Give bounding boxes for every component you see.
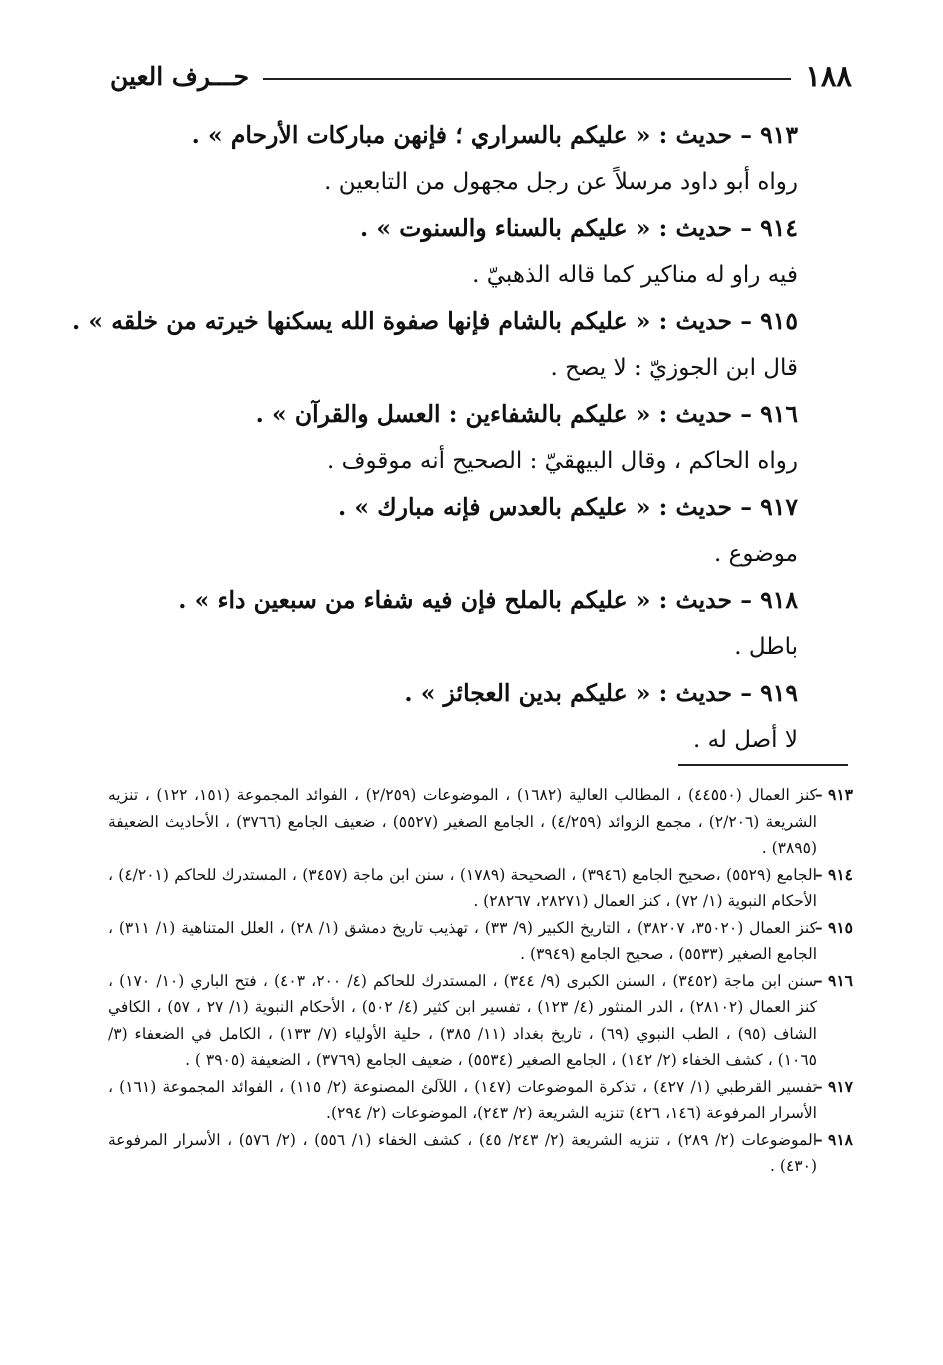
- hadith-text: حديث : « عليكم بالملح فإن فيه شفاء من سبعين داء » .: [178, 586, 732, 614]
- footnote-separator: [678, 764, 848, 766]
- footnote-text: كنز العمال (٤٤٥٥٠) ، المطالب العالية (١٦٨٢) ، الموضوعات (٢/٢٥٩) ، الفوائد المجموعة (١٥١، ١٢٢) ، تنزيه الشريعة (٢/٢٠٦) ، مجمع الزوائد (٤/٢٥٩) ، الجامع الصغير (٥٥٢٧) ، ضعيف الجامع (٣٧٦٦) ، الأحاديث الضعيفة (٣٨٩٥) .: [108, 786, 818, 857]
- footnotes: [108, 782, 853, 1180]
- hadith-text: حديث : « عليكم بالسراري ؛ فإنهن مباركات الأرحام » .: [191, 121, 732, 149]
- hadith-grading: فيه راو له مناكير كما قاله الذهبيّ .: [472, 261, 798, 288]
- hadith-entry: [98, 112, 798, 159]
- hadith-number: ٩١٣ –: [740, 121, 798, 149]
- hadith-grading: موضوع .: [714, 540, 798, 567]
- hadith-entry: [98, 670, 798, 717]
- hadith-number: ٩١٧ –: [740, 493, 798, 521]
- hadith-number: ٩١٨ –: [740, 586, 798, 614]
- hadith-number: ٩١٩ –: [740, 679, 798, 707]
- footnote-text: الموضوعات (٢/ ٢٨٩) ، تنزيه الشريعة (٢/ ٢٤٣/ ٤٥) ، كشف الخفاء (١/ ٥٥٦) ، (٢/ ٥٧٦) ، الأسرار المرفوعة (٤٣٠) .: [108, 1130, 818, 1175]
- hadith-text: حديث : « عليكم بالشفاءين : العسل والقرآن » .: [255, 400, 732, 428]
- hadith-grading: قال ابن الجوزيّ : لا يصح .: [550, 354, 798, 381]
- footnote: [108, 1074, 853, 1127]
- hadith-grading: لا أصل له .: [692, 726, 798, 753]
- hadith-entry: [98, 577, 798, 624]
- hadith-entry: [98, 391, 798, 438]
- footnote: [108, 968, 853, 1074]
- hadith-number: ٩١٦ –: [740, 400, 798, 428]
- hadith-text: حديث : « عليكم بدين العجائز » .: [404, 679, 732, 707]
- footnote-text: سنن ابن ماجة (٣٤٥٢) ، السنن الكبرى (٩/ ٣٤٤) ، المستدرك للحاكم (٤/ ٢٠٠، ٤٠٣) ، فتح الباري (١٠/ ١٧٠) ، كنز العمال (٢٨١٠٢) ، الدر المنثور (٤/ ١٢٣) ، تفسير ابن كثير (٤/ ٥٠٢) ، الأحكام النبوية (١/ ٢٧ ، ٥٧) ، الكافي الشاف (٩٥) ، الطب النبوي (٦٩) ، تاريخ بغداد (١١/ ٣٨٥) ، حلية الأولياء (٧/ ١٣٣) ، الكامل في الضعفاء (٣/ ١٠٦٥) ، كشف الخفاء (٢/ ١٤٢) ، الجامع الصغير (٥٥٣٤) ، ضعيف الجامع (٣٧٦٩) ، الضعيفة (٣٩٠٥ ) .: [108, 971, 818, 1069]
- footnote: [108, 915, 853, 968]
- footnote: [108, 1127, 853, 1180]
- hadith-entry: [98, 484, 798, 531]
- footnote-number: ٩١٥ –: [814, 917, 853, 937]
- hadith-grading: باطل .: [734, 633, 798, 660]
- hadith-number: ٩١٤ –: [740, 214, 798, 242]
- hadith-entry: [72, 298, 798, 345]
- running-header: [110, 52, 852, 100]
- footnote: [108, 782, 853, 862]
- hadith-text: حديث : « عليكم بالعدس فإنه مبارك » .: [338, 493, 732, 521]
- chapter-title: حـــرف العين: [110, 61, 250, 91]
- footnote-text: الجامع (٥٥٢٩) ،صحيح الجامع (٣٩٤٦) ، الصحيحة (١٧٨٩) ، سنن ابن ماجة (٣٤٥٧) ، المستدرك للحاكم (٤/٢٠١) ، الأحكام النبوية (١/ ٧٢) ، كنز العمال (٢٨٢٧١، ٢٨٢٦٧) .: [108, 865, 817, 910]
- hadith-number: ٩١٥ –: [740, 307, 798, 335]
- hadith-entry: [98, 205, 798, 252]
- hadith-list: [72, 112, 798, 763]
- page-number: ١٨٨: [805, 59, 852, 93]
- footnote-text: تفسير القرطبي (١/ ٤٢٧) ، تذكرة الموضوعات (١٤٧) ، اللآلئ المصنوعة (٢/ ١١٥) ، الفوائد المجموعة (١٦١) ، الأسرار المرفوعة (١٤٦، ٤٢٦) تنزيه الشريعة (٢/ ٢٤٣)، الموضوعات (٢/ ٢٩٤).: [108, 1077, 818, 1122]
- footnote-number: ٩١٣ –: [814, 785, 853, 804]
- footnote-number: ٩١٤ –: [814, 864, 853, 884]
- hadith-text: حديث : « عليكم بالشام فإنها صفوة الله يسكنها خيرته من خلقه » .: [72, 307, 732, 335]
- header-rule: [263, 78, 791, 80]
- footnote-text: كنز العمال (٣٥٠٢٠، ٣٨٢٠٧) ، التاريخ الكبير (٩/ ٣٣) ، تهذيب تاريخ دمشق (١/ ٢٨) ، العلل المتناهية (١/ ٣١١) ، الجامع الصغير (٥٥٣٣) ، صحيح الجامع (٣٩٤٩) .: [108, 918, 817, 963]
- hadith-grading: رواه أبو داود مرسلاً عن رجل مجهول من التابعين .: [324, 168, 798, 195]
- footnote-number: ٩١٧ –: [814, 1076, 853, 1096]
- hadith-text: حديث : « عليكم بالسناء والسنوت » .: [360, 214, 732, 242]
- footnote-number: ٩١٨ –: [814, 1129, 853, 1149]
- hadith-grading: رواه الحاكم ، وقال البيهقيّ : الصحيح أنه موقوف .: [327, 447, 798, 474]
- footnote-number: ٩١٦ –: [814, 970, 853, 990]
- footnote: [108, 862, 853, 915]
